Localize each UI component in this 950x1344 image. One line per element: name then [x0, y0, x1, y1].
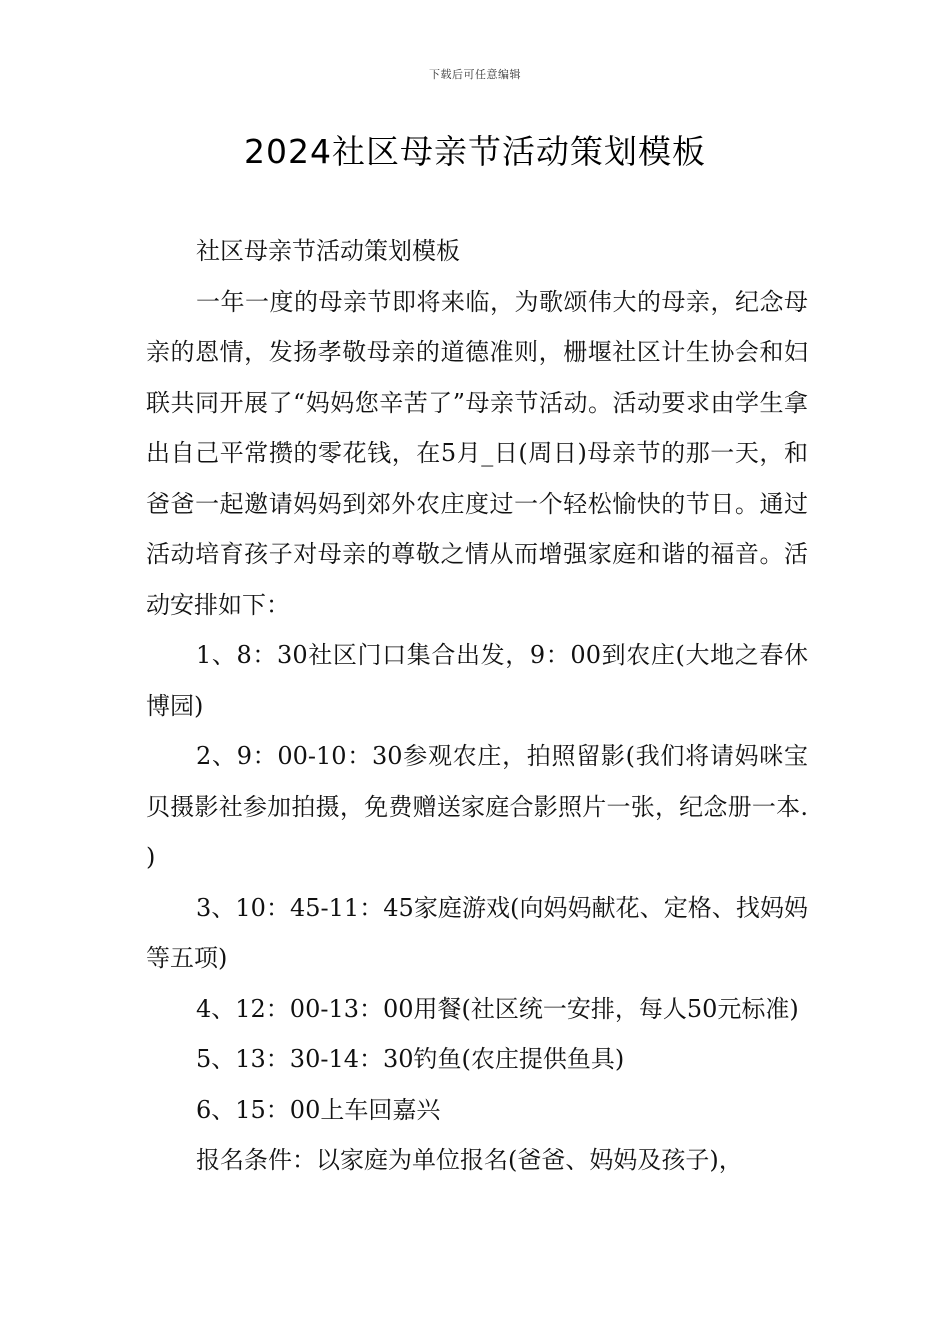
schedule-item-2: 2、9：00-10：30参观农庄，拍照留影(我们将请妈咪宝贝摄影社参加拍摄，免费赠送家庭合影照片一张，纪念册一本.) — [146, 742, 808, 871]
paragraph-intro: 一年一度的母亲节即将来临，为歌颂伟大的母亲，纪念母亲的恩情，发扬孝敬母亲的道德准则，栅堰社区计生协会和妇联共同开展了“妈妈您辛苦了”母亲节活动。活动要求由学生拿出自己平常攒的零花钱，在5月_日(周日)母亲节的那一天，和爸爸一起邀请妈妈到郊外农庄度过一个轻松愉快的节日。通过活动培育孩子对母亲的尊敬之情从而增强家庭和谐的福音。活动安排如下： — [146, 287, 808, 619]
document-body — [146, 226, 808, 1186]
paragraph-subtitle: 社区母亲节活动策划模板 — [196, 237, 460, 265]
schedule-item-4: 4、12：00-13：00用餐(社区统一安排，每人50元标准) — [196, 994, 799, 1023]
header-note: 下载后可任意编辑 — [429, 68, 521, 81]
schedule-item-5: 5、13：30-14：30钓鱼(农庄提供鱼具) — [196, 1045, 625, 1073]
schedule-item-3: 3、10：45-11：45家庭游戏(向妈妈献花、定格、找妈妈等五项) — [146, 893, 808, 972]
schedule-item-1: 1、8：30社区门口集合出发，9：00到农庄(大地之春休博园) — [146, 641, 808, 720]
document-title: 2024社区母亲节活动策划模板 — [244, 132, 706, 171]
schedule-item-6: 6、15：00上车回嘉兴 — [196, 1095, 441, 1124]
registration-conditions: 报名条件：以家庭为单位报名(爸爸、妈妈及孩子)， — [196, 1146, 743, 1174]
